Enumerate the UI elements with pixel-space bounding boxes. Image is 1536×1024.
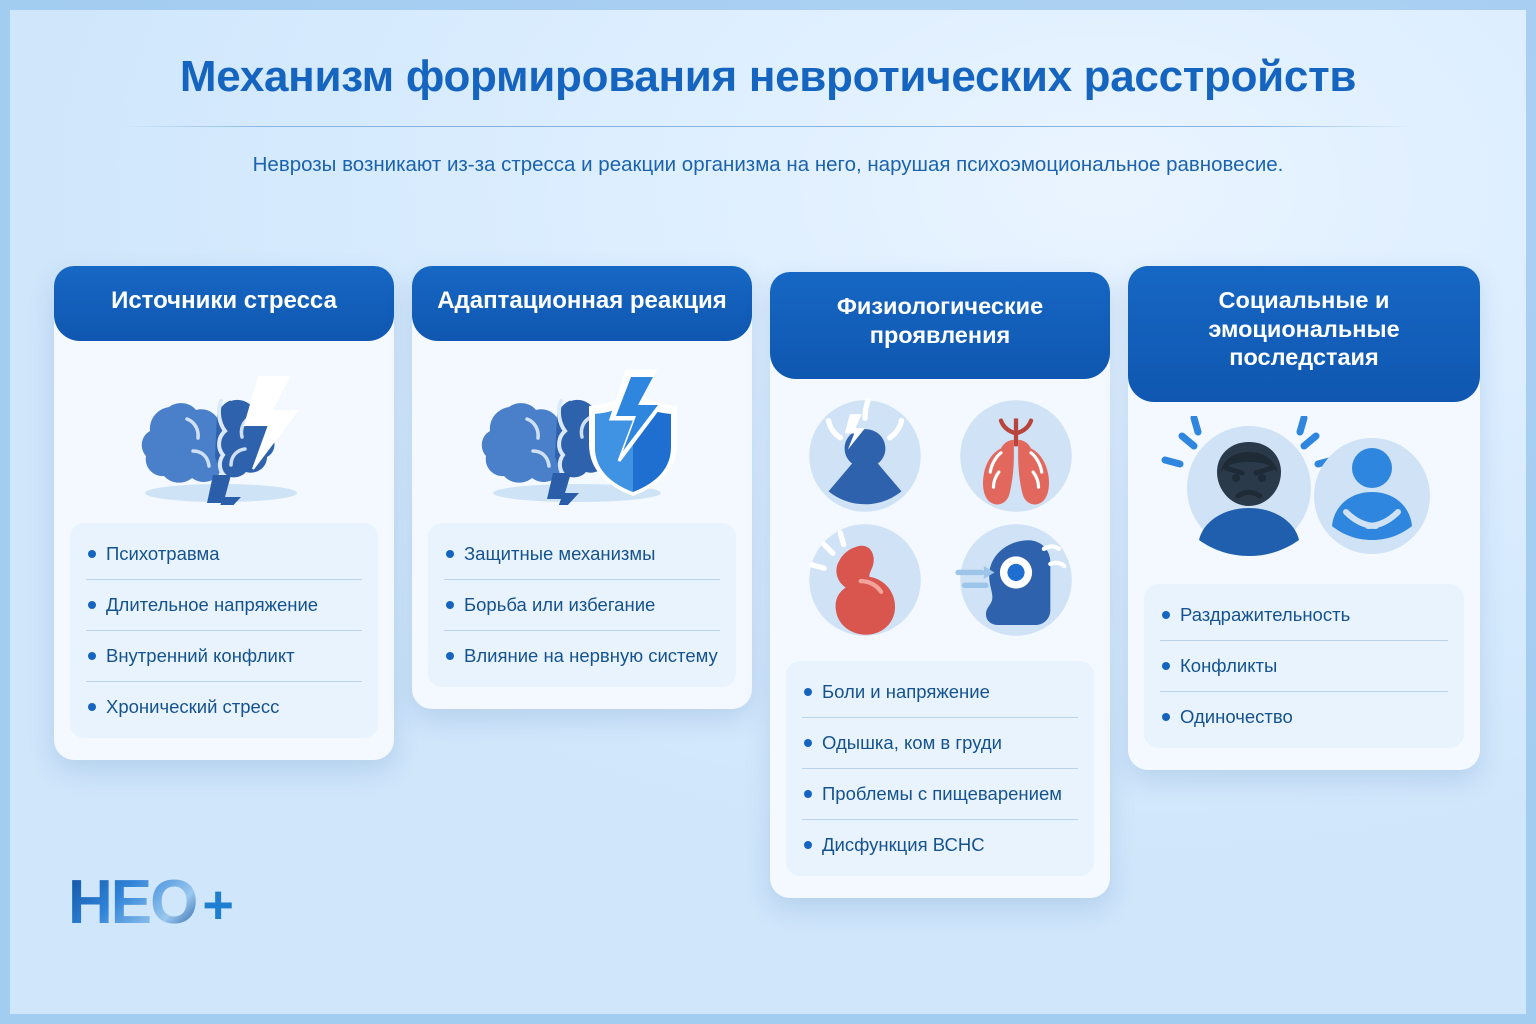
list-item[interactable] [86, 529, 362, 580]
stomach-icon [798, 521, 932, 639]
list-item-label: Влияние на нервную систему [464, 645, 718, 667]
list-item-label: Хронический стресс [106, 696, 280, 718]
list-item-label: Защитные механизмы [464, 543, 656, 565]
list-item-label: Внутренний конфликт [106, 645, 295, 667]
list-item[interactable] [444, 631, 720, 681]
card-title: Источники стресса [54, 266, 394, 341]
bullet-icon [446, 601, 454, 609]
card-social-emotional-consequences[interactable] [1128, 266, 1480, 770]
bullet-icon [804, 790, 812, 798]
list-item-label: Дисфункция ВСНС [822, 834, 985, 856]
brain-shield-icon [457, 355, 707, 505]
card-list [1144, 584, 1464, 748]
bullet-icon [804, 841, 812, 849]
header [0, 0, 1536, 177]
bullet-icon [1162, 611, 1170, 619]
list-item[interactable] [86, 580, 362, 631]
list-item-label: Проблемы с пищеварением [822, 783, 1062, 805]
card-title: Физиологические проявления [770, 272, 1110, 379]
list-item-label: Борьба или избегание [464, 594, 656, 616]
card-title: Адаптационная реакция [412, 266, 752, 341]
card-list [428, 523, 736, 687]
bullet-icon [446, 550, 454, 558]
list-item-label: Одышка, ком в груди [822, 732, 1002, 754]
card-illustration [54, 341, 394, 511]
list-item[interactable] [802, 718, 1078, 769]
logo-plus-icon: + [202, 874, 234, 935]
card-physiological-manifestations[interactable] [770, 272, 1110, 898]
headache-person-icon [798, 397, 932, 515]
card-list [70, 523, 378, 738]
list-item-label: Длительное напряжение [106, 594, 319, 616]
bullet-icon [804, 739, 812, 747]
list-item[interactable] [86, 631, 362, 682]
bullet-icon [1162, 713, 1170, 721]
bullet-icon [804, 688, 812, 696]
brand-logo [68, 867, 234, 938]
list-item[interactable] [444, 580, 720, 631]
list-item[interactable] [444, 529, 720, 580]
lungs-icon [949, 397, 1083, 515]
list-item[interactable] [86, 682, 362, 732]
list-item[interactable] [1160, 590, 1448, 641]
bullet-icon [88, 703, 96, 711]
card-list [786, 661, 1094, 876]
list-item-label: Раздражительность [1180, 603, 1351, 625]
card-illustration [1128, 402, 1480, 572]
card-illustration [770, 379, 1110, 649]
page-subtitle: Неврозы возникают из-за стресса и реакции организма на него, нарушая психоэмоциональное равновесие. [252, 153, 1284, 176]
list-item-label: Боли и напряжение [822, 681, 990, 703]
list-item[interactable] [1160, 692, 1448, 742]
bullet-icon [446, 652, 454, 660]
list-item[interactable] [802, 820, 1078, 870]
card-title: Социальные и эмоциональные последстаия [1128, 266, 1480, 402]
page-title: Механизм формирования невротических расстройств [179, 52, 1357, 101]
list-item-label: Психотравма [106, 543, 220, 565]
card-illustration [412, 341, 752, 511]
card-row [54, 266, 1484, 898]
list-item[interactable] [802, 667, 1078, 718]
bullet-icon [88, 550, 96, 558]
card-stress-sources[interactable] [54, 266, 394, 760]
emotions-icon [1154, 416, 1454, 566]
list-item[interactable] [1160, 641, 1448, 692]
bullet-icon [1162, 662, 1170, 670]
bullet-icon [88, 601, 96, 609]
title-divider [123, 126, 1413, 127]
head-nerve-icon [949, 521, 1083, 639]
brain-icon [109, 355, 339, 505]
card-adaptive-reaction[interactable] [412, 266, 752, 709]
list-item-label: Конфликты [1180, 654, 1278, 676]
bullet-icon [88, 652, 96, 660]
logo-wordmark: HEO [68, 868, 197, 937]
list-item[interactable] [802, 769, 1078, 820]
list-item-label: Одиночество [1180, 705, 1293, 727]
